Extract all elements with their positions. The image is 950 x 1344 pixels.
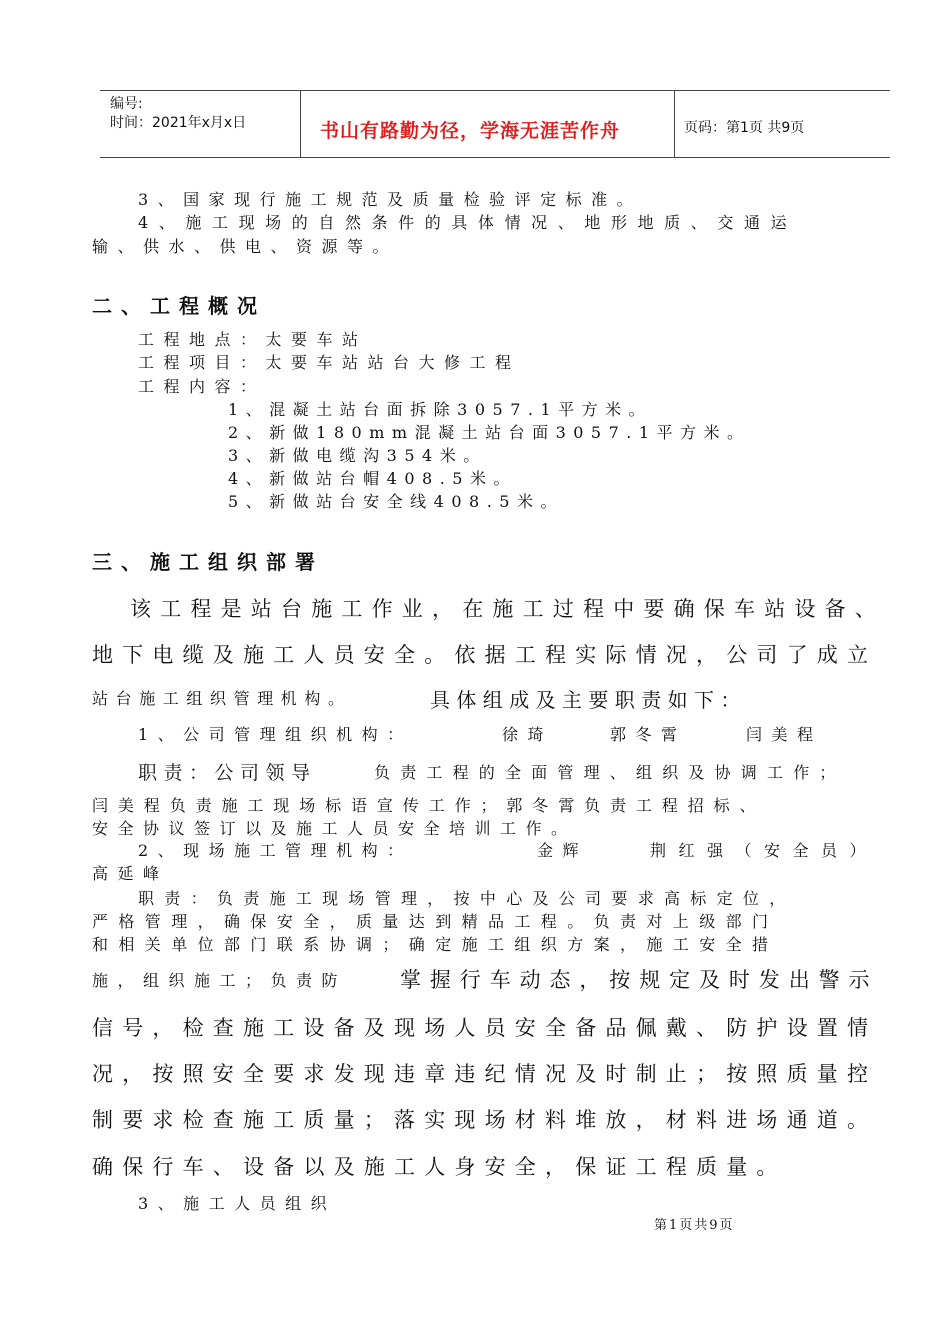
intro-item-3: 3、国家现行施工规范及质量检验评定标准。: [138, 190, 643, 209]
header-bottom-rule: [100, 157, 890, 158]
section-3-title: 三、施工组织部署: [92, 550, 324, 574]
page-info: 页码：第1页 共9页: [684, 120, 805, 136]
duty-2-line-3: 和相关单位部门联系协调；确定施工组织方案，施工安全措: [92, 935, 779, 954]
duty-2-line-4b: 掌握行车动态，按规定及时发出警示: [400, 968, 879, 992]
project-content-label: 工程内容：: [138, 377, 266, 396]
paragraph-line-2: 地下电缆及施工人员安全。依据工程实际情况，公司了成立: [92, 643, 878, 667]
org-2-member-1: 金辉: [537, 841, 589, 860]
header-top-rule: [100, 90, 890, 91]
content-item-2: 2、新做180mm混凝土站台面3057.1平方米。: [228, 423, 751, 442]
duty-2-line-4a: 施，组织施工；负责防: [92, 971, 348, 990]
duty-1-line-2: 闫美程负责施工现场标语宣传工作；郭冬霄负责工程招标、: [92, 796, 766, 815]
org-1-member-1: 徐琦: [502, 725, 554, 744]
header-divider-left: [300, 90, 301, 158]
header-table: [100, 90, 890, 158]
serial-label: 编号:: [110, 96, 143, 112]
project-location: 工程地点：太要车站: [138, 330, 368, 349]
duty-2-line-7: 制要求检查施工质量；落实现场材料堆放，材料进场通道。: [92, 1108, 878, 1132]
org-2-member-2: 荆红强（安全员）: [650, 841, 879, 860]
header-divider-right: [674, 90, 675, 158]
duty-2-line-8: 确保行车、设备以及施工人身安全，保证工程质量。: [92, 1155, 787, 1179]
org-1-member-3: 闫美程: [746, 725, 823, 744]
duty-1-line-3: 安全协议签订以及施工人员安全培训工作。: [92, 819, 577, 838]
paragraph-line-3a: 站台施工组织管理机构。: [92, 689, 352, 708]
intro-item-4-line2: 输、供水、供电、资源等。: [92, 237, 399, 256]
duty-2-line-5: 信号，检查施工设备及现场人员安全备品佩戴、防护设置情: [92, 1016, 878, 1040]
duty-1-lead: 职责：公司领导: [138, 762, 317, 784]
org-1-label: 1、公司管理组织机构：: [138, 725, 413, 744]
section-2-title: 二、工程概况: [92, 294, 266, 318]
content-item-5: 5、新做站台安全线408.5米。: [228, 492, 564, 511]
project-name: 工程项目：太要车站站台大修工程: [138, 353, 521, 372]
content-item-1: 1、混凝土站台面拆除3057.1平方米。: [228, 400, 653, 419]
org-2-label: 2、现场施工管理机构：: [138, 841, 413, 860]
paragraph-line-3b: 具体组成及主要职责如下：: [430, 688, 747, 712]
duty-2-line-6: 况，按照安全要求发现违章违纪情况及时制止；按照质量控: [92, 1062, 878, 1086]
org-1-member-2: 郭冬霄: [610, 725, 687, 744]
paragraph-line-1: 该工程是站台施工作业，在施工过程中要确保车站设备、: [130, 597, 885, 621]
org-2-member-3: 高延峰: [92, 864, 169, 883]
org-3-label: 3、施工人员组织: [138, 1194, 337, 1213]
duty-2-line-1: 职责：负责施工现场管理，按中心及公司要求高标定位，: [138, 889, 796, 908]
intro-item-4-line1: 4、施工现场的自然条件的具体情况、地形地质、交通运: [138, 213, 798, 232]
duty-2-line-2: 严格管理，确保安全，质量达到精品工程。负责对上级部门: [92, 912, 779, 931]
content-item-3: 3、新做电缆沟354米。: [228, 446, 487, 465]
header-motto: 书山有路勤为径，学海无涯苦作舟: [320, 120, 621, 142]
time-label: 时间：2021年x月x日: [110, 115, 247, 131]
page-footer: 第1页共9页: [654, 1218, 735, 1233]
duty-1-rest: 负责工程的全面管理、组织及协调工作；: [374, 763, 846, 782]
content-item-4: 4、新做站台帽408.5米。: [228, 469, 517, 488]
